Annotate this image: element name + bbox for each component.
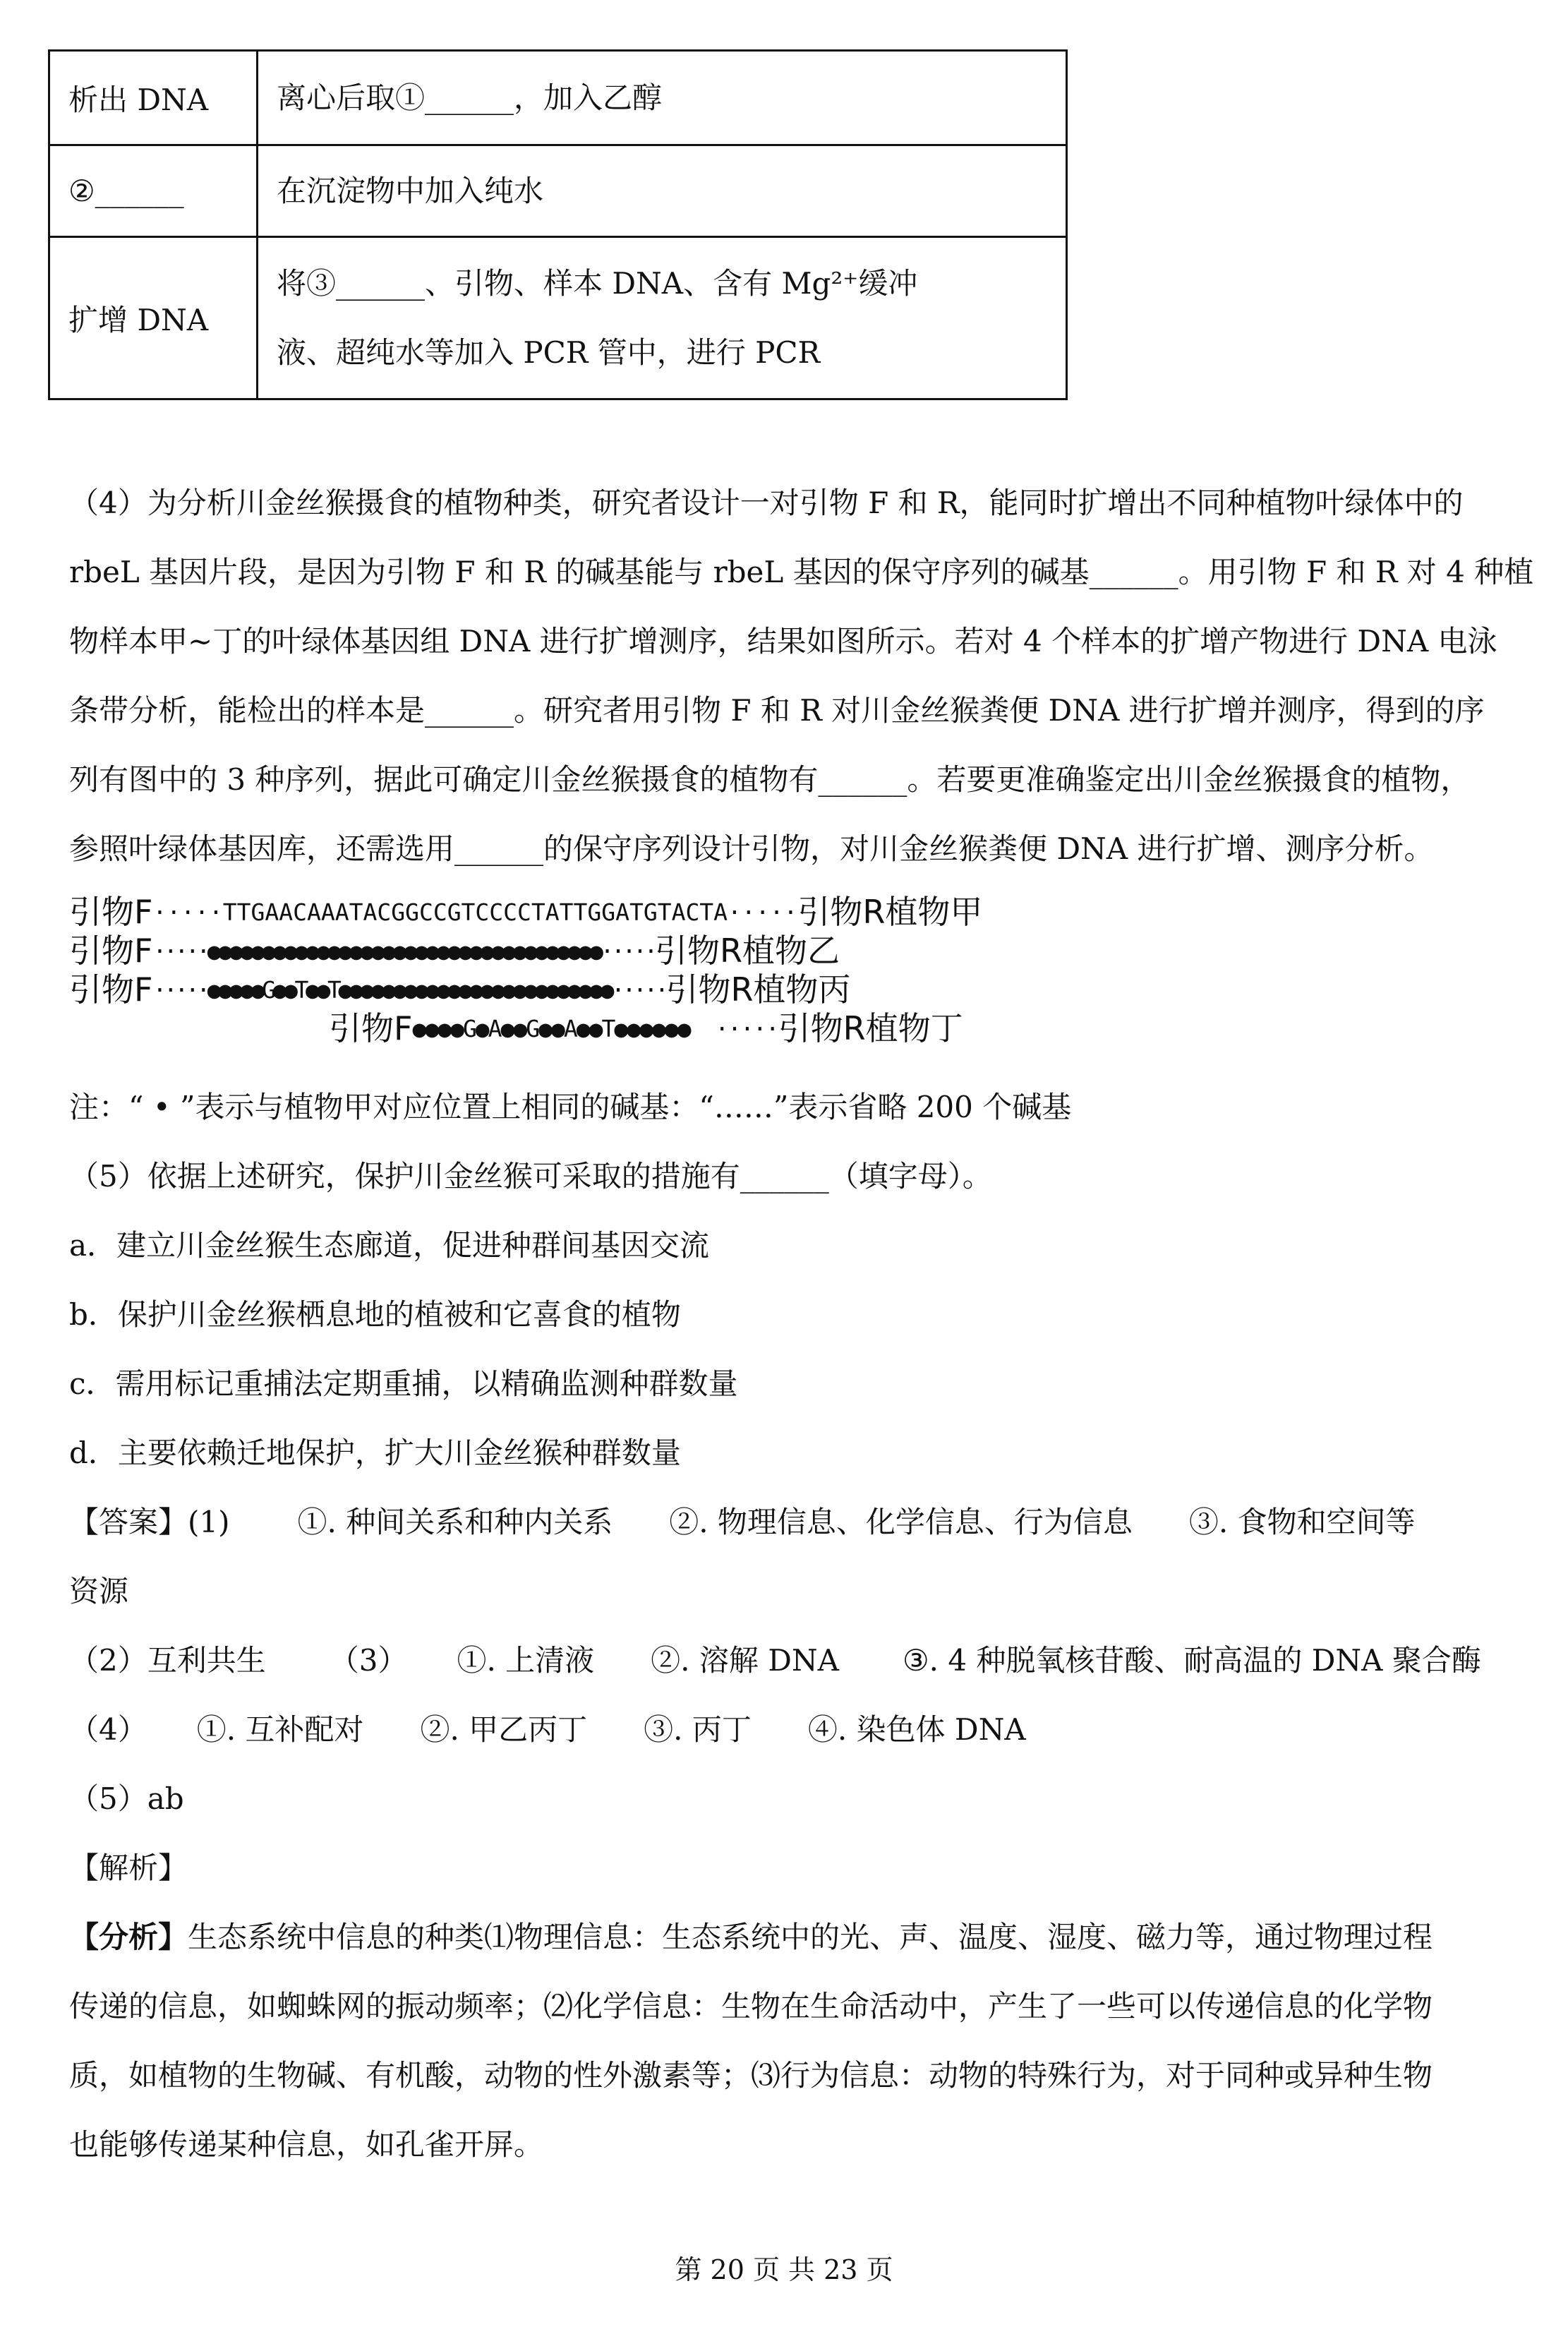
answer-line-1b: 资源 xyxy=(69,1574,129,1608)
option-d: d．主要依赖迁地保护，扩大川金丝猴种群数量 xyxy=(69,1436,681,1470)
table-cell-step: 扩增 DNA xyxy=(49,237,258,399)
procedure-table xyxy=(48,49,1068,400)
sequence-row: 引物F ·····TTGAACAAATACGGCCGTCCCCTATTGGATGTACTA····· 引物R 植物甲 xyxy=(69,893,983,931)
table-row xyxy=(49,237,1067,399)
table-cell-step: 析出 DNA xyxy=(49,51,258,145)
page-footer: 第 20 页 共 23 页 xyxy=(675,2254,893,2285)
sequence-figure xyxy=(69,893,982,1048)
table-cell-desc: 在沉淀物中加入纯水 xyxy=(258,145,1067,237)
question-4: （4）为分析川金丝猴摄食的植物种类，研究者设计一对引物 F 和 R，能同时扩增出不同种植物叶绿体中的 rbeL 基因片段，是因为引物 F 和 R 的碱基能与 rbeL 基因的保守序列的碱基______。用引物 F 和 R 对 4 种植 物样本甲~丁的叶绿体基因组 DNA 进行扩增测序，结果如图所示。若对 4 个样本的扩增产物进行 DNA 电泳 条带分析，能检出的样本是______。研究者用引物 F 和 R 对川金丝猴粪便 DNA 进行扩增并测序，得到的序 列有图中的 3 种序列，据此可确定川金丝猴摄食的植物有______。若要更准确鉴定出川金丝猴摄食的植物， 参照叶绿体基因库，还需选用______的保守序列设计引物，对川金丝猴粪便 DNA 进行扩增、测序分析。 xyxy=(69,486,1534,866)
option-b: b．保护川金丝猴栖息地的植被和它喜食的植物 xyxy=(69,1297,681,1332)
sequence-row: 引物F ·····●●●●●●●●●●●●●●●●●●●●●●●●●●●●●●●●●●●●····· 引物R 植物乙 xyxy=(69,932,840,970)
option-a: a．建立川金丝猴生态廊道，促进种群间基因交流 xyxy=(69,1228,710,1263)
analysis-label: 【解析】 xyxy=(69,1851,188,1885)
analysis-body: 【分析】生态系统中信息的种类⑴物理信息：生态系统中的光、声、温度、湿度、磁力等，通过物理过程 传递的信息，如蜘蛛网的振动频率；⑵化学信息：生物在生命活动中，产生了一些可以传递信息的化学物 质，如植物的生物碱、有机酸，动物的性外激素等；⑶行为信息：动物的特殊行为，对于同种或异种生物 也能够传递某种信息，如孔雀开屏。 xyxy=(69,1920,1433,2162)
answer-line-2: （2）互利共生 （3） ①. 上清液 ②. 溶解 DNA ③. 4 种脱氧核苷酸、耐高温的 DNA 聚合酶 xyxy=(69,1643,1481,1678)
answer-line-3: （4） ①. 互补配对 ②. 甲乙丙丁 ③. 丙丁 ④. 染色体 DNA xyxy=(69,1712,1026,1747)
sequence-note: 注：“ • ”表示与植物甲对应位置上相同的碱基：“……”表示省略 200 个碱基 xyxy=(69,1090,1072,1124)
option-c: c．需用标记重捕法定期重捕，以精确监测种群数量 xyxy=(69,1366,738,1401)
answer-line-1: 【答案】(1) ①. 种间关系和种内关系 ②. 物理信息、化学信息、行为信息 ③. 食物和空间等 xyxy=(69,1505,1416,1539)
answer-line-4: （5）ab xyxy=(69,1781,184,1816)
table-cell-desc: 将③______、引物、样本 DNA、含有 Mg²⁺缓冲 液、超纯水等加入 PCR 管中，进行 PCR xyxy=(258,237,1067,399)
question-5-stem: （5）依据上述研究，保护川金丝猴可采取的措施有______（填字母）。 xyxy=(69,1159,992,1193)
table-cell-desc: 离心后取①______，加入乙醇 xyxy=(258,51,1067,145)
table-cell-step: ②______ xyxy=(49,145,258,237)
table-row xyxy=(49,145,1067,237)
sequence-row: 引物F ·····●●●●●G●●T●●T●●●●●●●●●●●●●●●●●●●●●●●●●····· 引物R 植物丙 xyxy=(69,970,851,1009)
table-row xyxy=(49,51,1067,145)
sequence-row: 引物F ●●●●G●A●●G●●A●●T●●●●●● ····· 引物R 植物丁 xyxy=(329,1009,963,1047)
